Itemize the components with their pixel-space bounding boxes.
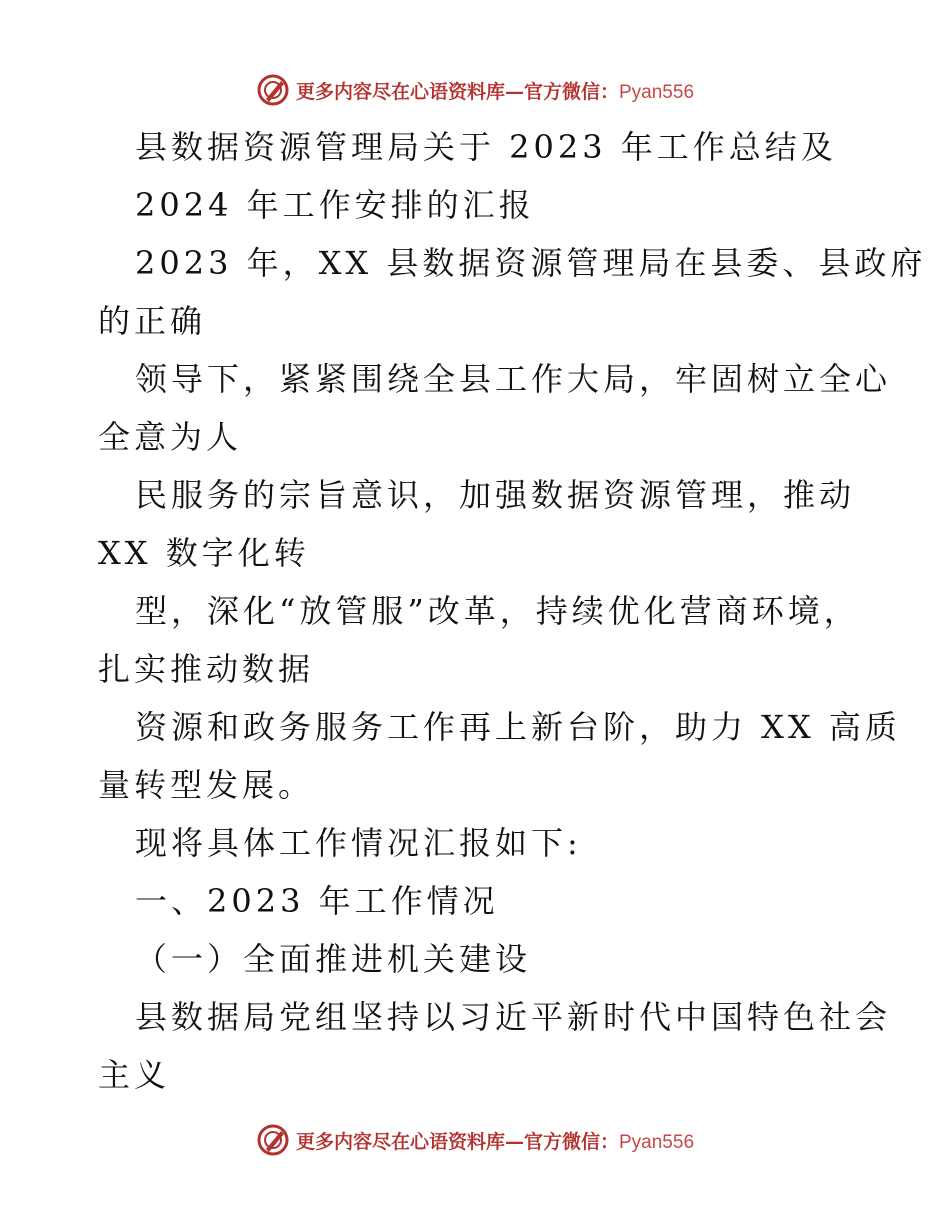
header-watermark bbox=[0, 70, 950, 110]
text-line: 型，深化“放管服”改革，持续优化营商环境， bbox=[135, 592, 860, 630]
text-line: 主义 bbox=[98, 1056, 171, 1094]
text-line: 全意为人 bbox=[98, 418, 243, 456]
seal-pen-icon bbox=[256, 73, 290, 107]
text-line: 县数据资源管理局关于 2023 年工作总结及 bbox=[135, 128, 837, 166]
text-line: 资源和政务服务工作再上新台阶，助力 XX 高质 bbox=[135, 708, 901, 746]
text-line: 领导下，紧紧围绕全县工作大局，牢固树立全心 bbox=[135, 360, 892, 398]
watermark-text: 更多内容尽在心语资料库—官方微信：Pyan556 bbox=[295, 80, 695, 103]
watermark-text: 更多内容尽在心语资料库—官方微信：Pyan556 bbox=[295, 1130, 695, 1153]
text-line: 的正确 bbox=[98, 302, 207, 340]
text-line: 2023 年，XX 县数据资源管理局在县委、县政府 bbox=[135, 244, 927, 282]
text-line: 扎实推动数据 bbox=[98, 650, 315, 688]
seal-pen-icon bbox=[256, 1123, 290, 1157]
text-line: XX 数字化转 bbox=[98, 534, 310, 572]
text-line: （一）全面推进机关建设 bbox=[135, 940, 532, 978]
text-line: 县数据局党组坚持以习近平新时代中国特色社会 bbox=[135, 998, 892, 1036]
text-line: 一、2023 年工作情况 bbox=[135, 882, 499, 920]
watermark-id: Pyan556 bbox=[619, 81, 695, 103]
document-body bbox=[98, 118, 927, 1104]
text-line: 量转型发展。 bbox=[98, 766, 315, 804]
text-line: 现将具体工作情况汇报如下: bbox=[135, 824, 582, 862]
text-line: 民服务的宗旨意识，加强数据资源管理，推动 bbox=[135, 476, 856, 514]
text-line: 2024 年工作安排的汇报 bbox=[135, 186, 535, 224]
watermark-id: Pyan556 bbox=[619, 1131, 695, 1153]
footer-watermark bbox=[0, 1120, 950, 1160]
